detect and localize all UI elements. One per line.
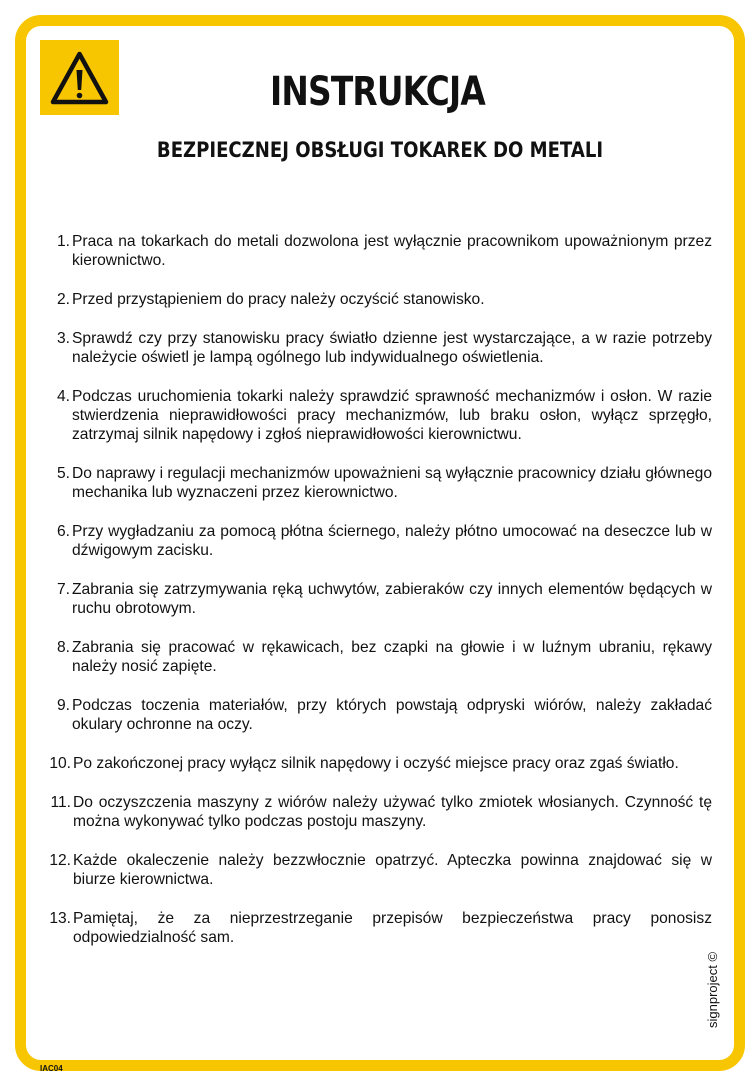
item-text: Pamiętaj, że za nieprzestrzeganie przepisów bezpieczeństwa pracy ponosisz odpowiedzialność sam. bbox=[73, 910, 712, 946]
item-number: 1. bbox=[56, 233, 70, 250]
list-item bbox=[44, 290, 712, 309]
list-item bbox=[44, 580, 712, 618]
page-title: INSTRUKCJA bbox=[270, 69, 485, 115]
item-number: 2. bbox=[56, 291, 70, 308]
item-text: Przed przystąpieniem do pracy należy oczyścić stanowisko. bbox=[72, 291, 485, 308]
item-number: 6. bbox=[56, 523, 70, 540]
list-item bbox=[44, 754, 712, 773]
item-number: 8. bbox=[56, 639, 70, 656]
instruction-list bbox=[44, 232, 712, 967]
item-number: 4. bbox=[56, 388, 70, 405]
item-text: Sprawdź czy przy stanowisku pracy światło dzienne jest wystarczające, a w razie potrzeby należycie oświetl je lampą ogólnego lub indywidualnego oświetlenia. bbox=[72, 330, 712, 366]
item-text: Podczas uruchomienia tokarki należy sprawdzić sprawność mechanizmów i osłon. W razie stwierdzenia nieprawidłowości pracy mechanizmów, lub braku osłon, wyłącz sprzęgło, zatrzymaj silnik napędowy i zgłoś nieprawidłowości kierownictwu. bbox=[72, 388, 712, 443]
item-text: Przy wygładzaniu za pomocą płótna ściernego, należy płótno umocować na deseczce lub w dźwigowym zacisku. bbox=[72, 523, 712, 559]
list-item bbox=[44, 638, 712, 676]
item-number: 11. bbox=[50, 794, 71, 811]
item-text: Podczas toczenia materiałów, przy których powstają odpryski wiórów, należy zakładać okulary ochronne na oczy. bbox=[72, 697, 712, 733]
list-item bbox=[44, 387, 712, 444]
list-item bbox=[44, 522, 712, 560]
item-text: Zabrania się zatrzymywania ręką uchwytów, zabieraków czy innych elementów będących w ruchu obrotowym. bbox=[72, 581, 712, 617]
item-text: Po zakończonej pracy wyłącz silnik napędowy i oczyść miejsce pracy oraz zgaś światło. bbox=[73, 755, 679, 772]
item-text: Zabrania się pracować w rękawicach, bez czapki na głowie i w luźnym ubraniu, rękawy należy nosić zapięte. bbox=[72, 639, 712, 675]
item-number: 3. bbox=[56, 330, 70, 347]
item-text: Do naprawy i regulacji mechanizmów upoważnieni są wyłącznie pracownicy działu głównego mechanika lub wyznaczeni przez kierownictwo. bbox=[72, 465, 712, 501]
item-number: 13. bbox=[49, 910, 71, 927]
brand-label: signproject © bbox=[705, 951, 720, 1028]
item-text: Do oczyszczenia maszyny z wiórów należy używać tylko zmiotek włosianych. Czynność tę można wykonywać tylko podczas postoju maszyny. bbox=[73, 794, 712, 830]
list-item bbox=[44, 909, 712, 947]
list-item bbox=[44, 329, 712, 367]
list-item bbox=[44, 464, 712, 502]
item-number: 5. bbox=[56, 465, 70, 482]
item-number: 12. bbox=[49, 852, 71, 869]
warning-triangle-icon bbox=[40, 40, 119, 115]
item-number: 9. bbox=[56, 697, 70, 714]
warning-box bbox=[40, 40, 119, 115]
item-text: Każde okaleczenie należy bezzwłocznie opatrzyć. Apteczka powinna znajdować się w biurze kierownictwa. bbox=[73, 852, 712, 888]
item-number: 10. bbox=[49, 755, 71, 772]
list-item bbox=[44, 232, 712, 270]
list-item bbox=[44, 851, 712, 889]
product-code: IAC04 bbox=[40, 1064, 63, 1073]
item-text: Praca na tokarkach do metali dozwolona jest wyłącznie pracownikom upoważnionym przez kierownictwo. bbox=[72, 233, 712, 269]
list-item bbox=[44, 696, 712, 734]
page-subtitle: BEZPIECZNEJ OBSŁUGI TOKAREK DO METALI bbox=[156, 138, 604, 162]
list-item bbox=[44, 793, 712, 831]
item-number: 7. bbox=[56, 581, 70, 598]
